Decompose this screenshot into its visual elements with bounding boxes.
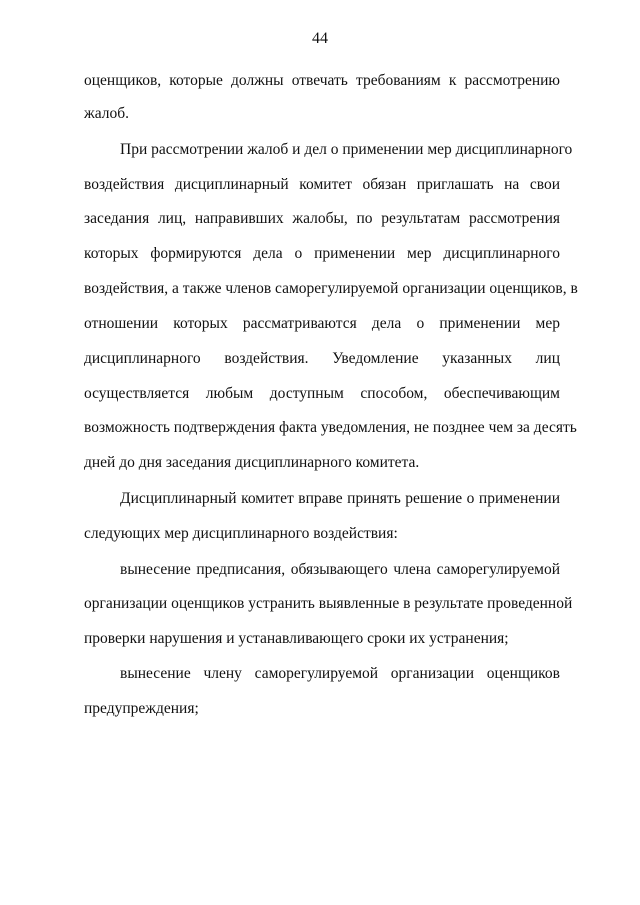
text-line: отношении которых рассматриваются дела о применении мер <box>84 315 560 332</box>
text-line: которых формируются дела о применении мер дисциплинарного <box>84 245 560 262</box>
text-line: осуществляется любым доступным способом, обеспечивающим <box>84 385 560 402</box>
text-line: При рассмотрении жалоб и дел о применении мер дисциплинарного <box>120 141 573 158</box>
page-number: 44 <box>312 30 328 47</box>
text-line: воздействия дисциплинарный комитет обязан приглашать на свои <box>84 176 560 193</box>
text-line: вынесение члену саморегулируемой организации оценщиков <box>120 665 560 682</box>
text-line: дисциплинарного воздействия. Уведомление указанных лиц <box>84 350 560 367</box>
text-line: вынесение предписания, обязывающего члена саморегулируемой <box>120 561 560 578</box>
text-line: заседания лиц, направивших жалобы, по результатам рассмотрения <box>84 210 560 227</box>
text-line: Дисциплинарный комитет вправе принять решение о применении <box>120 490 560 507</box>
text-line: организации оценщиков устранить выявленные в результате проведенной <box>84 595 573 612</box>
text-line: жалоб. <box>84 105 129 122</box>
text-line: следующих мер дисциплинарного воздействия: <box>84 525 398 542</box>
text-line: дней до дня заседания дисциплинарного комитета. <box>84 454 420 471</box>
text-line: оценщиков, которые должны отвечать требованиям к рассмотрению <box>84 72 560 89</box>
text-line: предупреждения; <box>84 700 199 717</box>
text-line: проверки нарушения и устанавливающего сроки их устранения; <box>84 630 509 647</box>
text-line: воздействия, а также членов саморегулируемой организации оценщиков, в <box>84 280 578 297</box>
text-line: возможность подтверждения факта уведомления, не позднее чем за десять <box>84 419 577 436</box>
